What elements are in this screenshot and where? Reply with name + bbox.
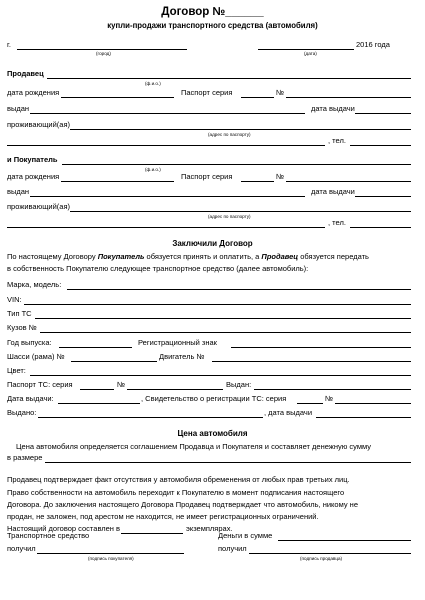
buyer-issued-field[interactable]: [30, 196, 305, 197]
vehicle-pts-issued-label: Выдан:: [226, 380, 252, 389]
vehicle-reg-sign-field[interactable]: [231, 347, 411, 348]
seller-address-field-2[interactable]: [7, 145, 325, 146]
buyer-phone-label: , тел.: [328, 218, 346, 227]
buyer-label: и Покупатель: [7, 155, 58, 164]
agreement-paragraph-2: в собственность Покупателю следующее транспортное средство (далее автомобиль):: [7, 264, 309, 273]
price-amount-field[interactable]: [45, 462, 411, 463]
vehicle-type-label: Тип ТС: [7, 309, 32, 318]
seller-phone-field[interactable]: [350, 145, 411, 146]
signature-left-received: получил: [7, 544, 36, 553]
buyer-address-caption: (адрес по паспорту): [208, 214, 251, 219]
terms-paragraph-2: Право собственности на автомобиль переходит к Покупателю в момент подписания настоящего: [7, 488, 345, 497]
buyer-address-field[interactable]: [70, 211, 411, 212]
buyer-address-field-2[interactable]: [7, 227, 325, 228]
date-field[interactable]: [258, 49, 354, 50]
vehicle-year-field[interactable]: [59, 347, 132, 348]
vehicle-engine-label: Двигатель №: [159, 352, 205, 361]
seller-phone-label: , тел.: [328, 136, 346, 145]
vehicle-body-label: Кузов №: [7, 323, 37, 332]
vehicle-reg-sign-label: Регистрационный знак: [138, 338, 217, 347]
document-subtitle: купли-продажи транспортного средства (автомобиля): [107, 21, 318, 30]
vehicle-pts-issued-field[interactable]: [254, 389, 411, 390]
buyer-fio-field[interactable]: [62, 164, 411, 165]
price-paragraph-1: Цена автомобиля определяется соглашением Продавца и Покупателя и составляет денежную сумму: [16, 442, 371, 451]
seller-number-sign: №: [276, 88, 285, 97]
vehicle-certificate-label: , Свидетельство о регистрации ТС: серия: [141, 394, 287, 403]
seller-birth-field[interactable]: [61, 97, 174, 98]
seller-fio-caption: (ф.и.о.): [145, 81, 161, 86]
vehicle-body-field[interactable]: [40, 332, 411, 333]
vehicle-color-field[interactable]: [30, 375, 411, 376]
document-title: Договор №______: [161, 6, 264, 18]
buyer-passport-number-field[interactable]: [286, 181, 411, 182]
copies-count-field[interactable]: [121, 533, 183, 534]
seller-issue-date-field[interactable]: [355, 113, 411, 114]
seller-fio-field[interactable]: [47, 78, 411, 79]
vehicle-vin-field[interactable]: [24, 304, 411, 305]
money-amount-field[interactable]: [278, 540, 411, 541]
vehicle-vin-label: VIN:: [7, 295, 22, 304]
buyer-birth-label: дата рождения: [7, 172, 60, 181]
vehicle-chassis-label: Шасси (рама) №: [7, 352, 65, 361]
buyer-phone-field[interactable]: [350, 227, 411, 228]
buyer-issue-date-field[interactable]: [355, 196, 411, 197]
vehicle-issue-date-field[interactable]: [58, 403, 140, 404]
terms-paragraph-5-end: экземплярах.: [186, 524, 233, 533]
signature-right-received: получил: [218, 544, 247, 553]
terms-paragraph-4: продан, не заложен, под арестом не находится, не имеет регистрационных ограничений.: [7, 512, 319, 521]
signature-left-title: Транспортное средство: [7, 531, 90, 540]
vehicle-pts-number-sign: №: [117, 380, 126, 389]
seller-issue-date-label: дата выдачи: [311, 104, 355, 113]
buyer-birth-field[interactable]: [61, 181, 174, 182]
seller-birth-label: дата рождения: [7, 88, 60, 97]
seller-residing-label: проживающий(ая): [7, 120, 70, 129]
year-text: 2016 года: [356, 40, 390, 49]
price-paragraph-2: в размере: [7, 453, 43, 462]
vehicle-issue-date-2-label: , дата выдачи: [264, 408, 313, 417]
vehicle-pts-number-field[interactable]: [127, 389, 223, 390]
signature-left-field[interactable]: [37, 553, 184, 554]
vehicle-issued-long-label: Выдано:: [7, 408, 37, 417]
buyer-passport-label: Паспорт серия: [181, 172, 233, 181]
city-prefix: г.: [7, 40, 11, 49]
buyer-passport-series-field[interactable]: [241, 181, 274, 182]
signature-right-field[interactable]: [249, 553, 411, 554]
terms-paragraph-1: Продавец подтверждает факт отсутствия у автомобиля обременения от любых прав третьих лиц.: [7, 475, 350, 484]
seller-issued-field[interactable]: [30, 113, 305, 114]
seller-passport-number-field[interactable]: [286, 97, 411, 98]
price-heading: Цена автомобиля: [177, 429, 248, 438]
vehicle-type-field[interactable]: [35, 318, 411, 319]
vehicle-issue-date-2-field[interactable]: [316, 417, 411, 418]
vehicle-issue-date-label: Дата выдачи:: [7, 394, 54, 403]
agreement-paragraph-1: По настоящему Договору Покупатель обязуется принять и оплатить, а Продавец обязуется передать: [7, 252, 369, 261]
vehicle-certificate-number-field[interactable]: [335, 403, 411, 404]
vehicle-brand-label: Марка, модель:: [7, 280, 62, 289]
terms-paragraph-5-start: Настоящий договор составлен в: [7, 524, 121, 533]
seller-address-field[interactable]: [70, 129, 411, 130]
vehicle-pts-label: Паспорт ТС: серия: [7, 380, 73, 389]
date-caption: (дата): [304, 51, 317, 56]
vehicle-year-label: Год выпуска:: [7, 338, 52, 347]
buyer-issue-date-label: дата выдачи: [311, 187, 355, 196]
buyer-number-sign: №: [276, 172, 285, 181]
vehicle-color-label: Цвет:: [7, 366, 26, 375]
vehicle-engine-field[interactable]: [212, 361, 411, 362]
buyer-fio-caption: (ф.и.о.): [145, 167, 161, 172]
city-field[interactable]: [17, 49, 187, 50]
terms-paragraph-3: Договора. До заключения настоящего Договора Продавец подтверждает что автомобиль, никому не: [7, 500, 358, 509]
seller-label: Продавец: [7, 69, 44, 78]
seller-address-caption: (адрес по паспорту): [208, 132, 251, 137]
signature-right-title: Деньги в сумме: [218, 531, 273, 540]
vehicle-certificate-series-field[interactable]: [297, 403, 323, 404]
seller-passport-series-field[interactable]: [241, 97, 274, 98]
vehicle-certificate-number-sign: №: [325, 394, 334, 403]
buyer-residing-label: проживающий(ая): [7, 202, 70, 211]
buyer-issued-label: выдан: [7, 187, 30, 196]
seller-passport-label: Паспорт серия: [181, 88, 233, 97]
vehicle-pts-series-field[interactable]: [80, 389, 114, 390]
vehicle-brand-field[interactable]: [67, 289, 411, 290]
agreement-heading: Заключили Договор: [172, 239, 253, 248]
signature-left-caption: (подпись покупателя): [88, 556, 134, 561]
vehicle-issued-long-field[interactable]: [38, 417, 263, 418]
vehicle-chassis-field[interactable]: [71, 361, 157, 362]
signature-right-caption: (подпись продавца): [300, 556, 343, 561]
city-caption: (город): [96, 51, 111, 56]
seller-issued-label: выдан: [7, 104, 30, 113]
